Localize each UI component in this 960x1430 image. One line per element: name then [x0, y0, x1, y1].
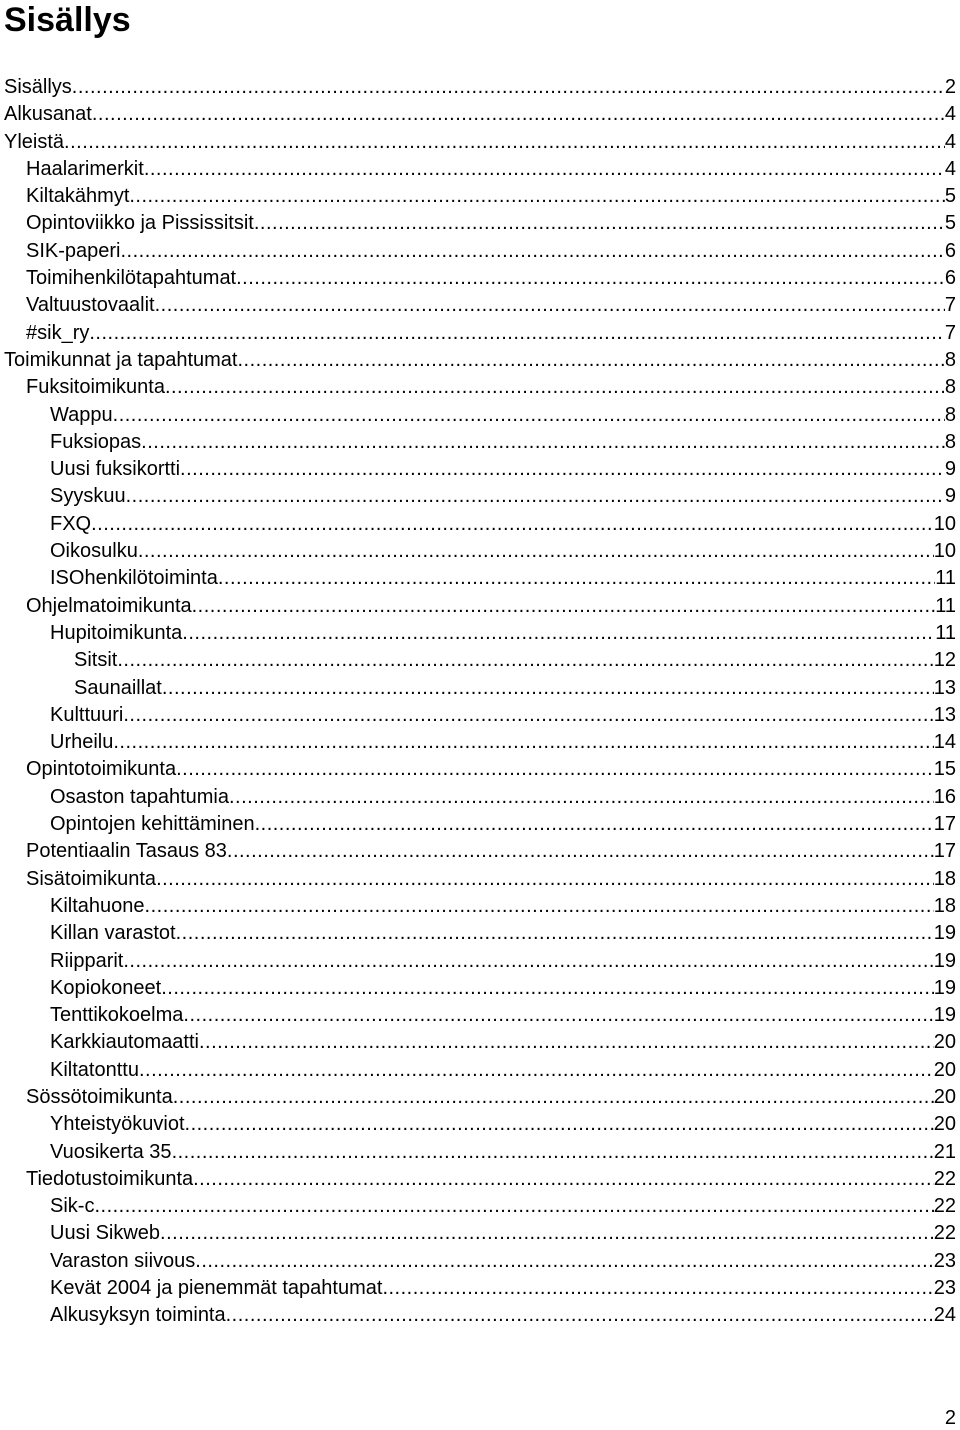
- toc-entry-line[interactable]: [50, 702, 956, 729]
- toc-dot-leader: [218, 565, 935, 592]
- toc-entry-page[interactable]: 21: [933, 1140, 956, 1163]
- toc-dot-leader: [192, 593, 936, 620]
- toc-entry-line[interactable]: [50, 1029, 956, 1056]
- toc-dot-leader: [139, 1057, 934, 1084]
- toc-entry-title[interactable]: Fuksiopas: [50, 430, 142, 453]
- toc-entry[interactable]: [0, 320, 960, 347]
- toc-dot-leader: [161, 975, 934, 1002]
- toc-dot-leader: [165, 374, 945, 401]
- toc-entry[interactable]: [0, 1084, 960, 1111]
- toc-entry[interactable]: [0, 374, 960, 401]
- toc-dot-leader: [89, 320, 945, 347]
- toc-entry-page[interactable]: 23: [933, 1277, 956, 1300]
- table-of-contents: [0, 74, 960, 1330]
- toc-entry-page[interactable]: 13: [933, 703, 956, 726]
- toc-entry-page[interactable]: 4: [944, 103, 956, 126]
- toc-entry[interactable]: [0, 101, 960, 128]
- toc-dot-leader: [126, 483, 945, 510]
- toc-entry-line[interactable]: [26, 374, 956, 401]
- toc-entry[interactable]: [0, 675, 960, 702]
- toc-entry-line[interactable]: [50, 1193, 956, 1220]
- toc-entry-title[interactable]: Haalarimerkit: [26, 157, 144, 180]
- toc-entry[interactable]: [0, 265, 960, 292]
- toc-entry-page[interactable]: 5: [944, 212, 956, 235]
- page-number: 2: [944, 1407, 956, 1429]
- toc-entry-title[interactable]: Opintojen kehittäminen: [50, 813, 255, 836]
- toc-dot-leader: [72, 74, 945, 101]
- toc-entry-page[interactable]: 20: [933, 1058, 956, 1081]
- toc-entry[interactable]: [0, 456, 960, 483]
- toc-entry[interactable]: [0, 948, 960, 975]
- toc-entry-page[interactable]: 9: [944, 485, 956, 508]
- toc-entry[interactable]: [0, 483, 960, 510]
- toc-entry-line[interactable]: [50, 483, 956, 510]
- toc-entry-title[interactable]: Kevät 2004 ja pienemmät tapahtumat: [50, 1277, 383, 1300]
- toc-entry-title[interactable]: Syyskuu: [50, 485, 126, 508]
- toc-dot-leader: [176, 756, 934, 783]
- toc-dot-leader: [113, 402, 945, 429]
- toc-entry-title[interactable]: Kiltahuone: [50, 894, 145, 917]
- toc-entry-page[interactable]: 8: [944, 403, 956, 426]
- toc-entry-page[interactable]: 19: [933, 976, 956, 999]
- toc-entry[interactable]: [0, 702, 960, 729]
- toc-entry-page[interactable]: 6: [944, 267, 956, 290]
- toc-entry-title[interactable]: Alkusanat: [4, 103, 92, 126]
- toc-dot-leader: [121, 238, 945, 265]
- toc-dot-leader: [144, 156, 945, 183]
- toc-entry-title[interactable]: Urheilu: [50, 731, 114, 754]
- toc-entry-title[interactable]: Osaston tapahtumia: [50, 785, 229, 808]
- toc-entry-title[interactable]: Yleistä: [4, 130, 65, 153]
- toc-entry-line[interactable]: [4, 101, 956, 128]
- toc-entry-page[interactable]: 4: [944, 157, 956, 180]
- toc-entry[interactable]: [0, 74, 960, 101]
- toc-entry[interactable]: [0, 1139, 960, 1166]
- toc-entry-line[interactable]: [50, 1302, 956, 1329]
- toc-entry-line[interactable]: [26, 210, 956, 237]
- toc-entry-page[interactable]: 8: [944, 376, 956, 399]
- toc-entry-page[interactable]: 20: [933, 1113, 956, 1136]
- toc-entry-page[interactable]: 6: [944, 239, 956, 262]
- toc-dot-leader: [156, 866, 934, 893]
- toc-dot-leader: [182, 620, 935, 647]
- toc-entry-title[interactable]: Ohjelmatoimikunta: [26, 594, 192, 617]
- toc-dot-leader: [255, 811, 934, 838]
- toc-entry[interactable]: [0, 238, 960, 265]
- toc-entry[interactable]: [0, 565, 960, 592]
- toc-entry-title[interactable]: ISOhenkilötoiminta: [50, 567, 218, 590]
- toc-entry-title[interactable]: Kulttuuri: [50, 703, 124, 726]
- toc-entry-page[interactable]: 18: [933, 867, 956, 890]
- toc-dot-leader: [138, 538, 934, 565]
- toc-entry-line[interactable]: [50, 893, 956, 920]
- toc-entry-line[interactable]: [26, 238, 956, 265]
- toc-entry[interactable]: [0, 402, 960, 429]
- toc-entry-line[interactable]: [74, 647, 956, 674]
- toc-entry-page[interactable]: 18: [933, 894, 956, 917]
- toc-entry[interactable]: [0, 129, 960, 156]
- toc-entry-title[interactable]: FXQ: [50, 512, 92, 535]
- toc-entry[interactable]: [0, 593, 960, 620]
- toc-dot-leader: [185, 1111, 934, 1138]
- toc-entry[interactable]: [0, 838, 960, 865]
- toc-entry-title[interactable]: Opintotoimikunta: [26, 758, 177, 781]
- toc-entry-page[interactable]: 22: [933, 1167, 956, 1190]
- toc-entry-line[interactable]: [4, 74, 956, 101]
- toc-entry-page[interactable]: 5: [944, 185, 956, 208]
- toc-entry-title[interactable]: Oikosulku: [50, 540, 138, 563]
- toc-entry-line[interactable]: [4, 347, 956, 374]
- toc-entry[interactable]: [0, 893, 960, 920]
- toc-entry-line[interactable]: [26, 1084, 956, 1111]
- toc-entry-title[interactable]: Sisällys: [4, 76, 72, 98]
- toc-entry-line[interactable]: [50, 620, 956, 647]
- toc-entry[interactable]: [0, 538, 960, 565]
- toc-entry-title[interactable]: #sik_ry: [26, 321, 90, 344]
- toc-dot-leader: [173, 1084, 934, 1111]
- toc-entry-title[interactable]: Tenttikokoelma: [50, 1004, 184, 1027]
- toc-dot-leader: [180, 456, 945, 483]
- toc-entry-page[interactable]: 9: [944, 458, 956, 481]
- toc-entry-page[interactable]: 4: [944, 130, 956, 153]
- toc-entry[interactable]: [0, 647, 960, 674]
- toc-entry-line[interactable]: [50, 1139, 956, 1166]
- toc-entry[interactable]: [0, 1275, 960, 1302]
- toc-entry-line[interactable]: [50, 1111, 956, 1138]
- toc-entry-title[interactable]: Toimikunnat ja tapahtumat: [4, 348, 238, 371]
- toc-dot-leader: [123, 702, 933, 729]
- toc-dot-leader: [254, 210, 945, 237]
- toc-entry-title[interactable]: Kiltakähmyt: [26, 185, 130, 208]
- toc-entry-line[interactable]: [26, 183, 956, 210]
- toc-entry-title[interactable]: Uusi fuksikortti: [50, 458, 181, 481]
- toc-entry-title[interactable]: Kiltatonttu: [50, 1058, 139, 1081]
- toc-entry[interactable]: [0, 866, 960, 893]
- toc-entry-page[interactable]: 20: [933, 1031, 956, 1054]
- toc-entry-line[interactable]: [26, 292, 956, 319]
- toc-entry[interactable]: [0, 620, 960, 647]
- toc-entry[interactable]: [0, 183, 960, 210]
- toc-entry-page[interactable]: 19: [933, 1004, 956, 1027]
- toc-entry-line[interactable]: [50, 920, 956, 947]
- toc-entry[interactable]: [0, 156, 960, 183]
- toc-entry-title[interactable]: Riipparit: [50, 949, 124, 972]
- toc-entry-page[interactable]: 8: [944, 348, 956, 371]
- toc-entry[interactable]: [0, 1111, 960, 1138]
- toc-dot-leader: [123, 948, 933, 975]
- toc-entry[interactable]: [0, 1002, 960, 1029]
- toc-entry-page[interactable]: 11: [935, 621, 956, 644]
- toc-entry-title[interactable]: Varaston siivous: [50, 1249, 196, 1272]
- toc-entry-line[interactable]: [50, 1002, 956, 1029]
- toc-entry-page[interactable]: 19: [933, 922, 956, 945]
- toc-dot-leader: [227, 838, 934, 865]
- toc-entry-line[interactable]: [50, 1220, 956, 1247]
- toc-entry-title[interactable]: Sitsit: [74, 649, 118, 672]
- toc-entry[interactable]: [0, 210, 960, 237]
- toc-entry-page[interactable]: 11: [935, 594, 956, 617]
- toc-entry-title[interactable]: Killan varastot: [50, 922, 176, 945]
- toc-entry-page[interactable]: 22: [933, 1195, 956, 1218]
- toc-dot-leader: [172, 1139, 934, 1166]
- toc-entry-page[interactable]: 13: [933, 676, 956, 699]
- toc-entry-line[interactable]: [50, 975, 956, 1002]
- toc-entry-line[interactable]: [50, 456, 956, 483]
- toc-dot-leader: [226, 1302, 934, 1329]
- toc-entry-title[interactable]: Sik-c: [50, 1195, 95, 1218]
- toc-entry-title[interactable]: Alkusyksyn toiminta: [50, 1304, 226, 1327]
- toc-entry-title[interactable]: Vuosikerta 35: [50, 1140, 172, 1163]
- toc-entry-page[interactable]: 10: [933, 540, 956, 563]
- toc-dot-leader: [91, 511, 934, 538]
- toc-entry-page[interactable]: 10: [933, 512, 956, 535]
- toc-dot-leader: [129, 183, 945, 210]
- toc-entry-line[interactable]: [74, 675, 956, 702]
- toc-dot-leader: [236, 265, 945, 292]
- toc-dot-leader: [193, 1166, 934, 1193]
- toc-entry-page[interactable]: 2: [944, 76, 956, 98]
- toc-entry-title[interactable]: Sisätoimikunta: [26, 867, 157, 890]
- toc-entry-title[interactable]: Kopiokoneet: [50, 976, 162, 999]
- toc-entry-title[interactable]: Potentiaalin Tasaus 83: [26, 840, 227, 863]
- toc-entry-line[interactable]: [50, 1057, 956, 1084]
- toc-entry-page[interactable]: 7: [944, 321, 956, 344]
- page-heading: Sisällys: [4, 1, 131, 39]
- toc-dot-leader: [64, 129, 945, 156]
- toc-entry[interactable]: [0, 729, 960, 756]
- toc-entry-title[interactable]: Sössötoimikunta: [26, 1085, 173, 1108]
- toc-dot-leader: [195, 1248, 933, 1275]
- toc-dot-leader: [92, 101, 945, 128]
- toc-entry[interactable]: [0, 347, 960, 374]
- toc-entry-line[interactable]: [26, 866, 956, 893]
- toc-entry[interactable]: [0, 756, 960, 783]
- toc-entry-page[interactable]: 17: [933, 840, 956, 863]
- toc-dot-leader: [229, 784, 934, 811]
- toc-entry-page[interactable]: 23: [933, 1249, 956, 1272]
- toc-entry-page[interactable]: 22: [933, 1222, 956, 1245]
- toc-entry-page[interactable]: 14: [933, 731, 956, 754]
- toc-entry-page[interactable]: 7: [944, 294, 956, 317]
- toc-entry-title[interactable]: Opintoviikko ja Pississitsit: [26, 212, 254, 235]
- toc-dot-leader: [155, 292, 945, 319]
- toc-dot-leader: [141, 429, 945, 456]
- toc-entry-page[interactable]: 20: [933, 1085, 956, 1108]
- toc-entry-line[interactable]: [4, 129, 956, 156]
- toc-entry-title[interactable]: Valtuustovaalit: [26, 294, 155, 317]
- toc-entry-title[interactable]: Toimihenkilötapahtumat: [26, 267, 237, 290]
- toc-entry-line[interactable]: [50, 511, 956, 538]
- toc-entry-page[interactable]: 24: [933, 1304, 956, 1327]
- toc-entry[interactable]: [0, 1057, 960, 1084]
- toc-entry[interactable]: [0, 1029, 960, 1056]
- toc-entry-line[interactable]: [50, 1248, 956, 1275]
- toc-entry-title[interactable]: Saunaillat: [74, 676, 162, 699]
- toc-dot-leader: [237, 347, 944, 374]
- toc-entry[interactable]: [0, 920, 960, 947]
- toc-entry[interactable]: [0, 1248, 960, 1275]
- toc-entry-line[interactable]: [26, 593, 956, 620]
- toc-entry-line[interactable]: [50, 538, 956, 565]
- toc-entry[interactable]: [0, 1220, 960, 1247]
- toc-dot-leader: [183, 1002, 933, 1029]
- toc-entry-title[interactable]: Wappu: [50, 403, 113, 426]
- toc-dot-leader: [113, 729, 933, 756]
- toc-entry-title[interactable]: SIK-paperi: [26, 239, 121, 262]
- toc-entry-line[interactable]: [50, 811, 956, 838]
- toc-entry-title[interactable]: Hupitoimikunta: [50, 621, 183, 644]
- toc-dot-leader: [160, 1220, 934, 1247]
- toc-entry-page[interactable]: 11: [935, 567, 956, 590]
- toc-entry[interactable]: [0, 784, 960, 811]
- toc-entry[interactable]: [0, 1166, 960, 1193]
- toc-entry-line[interactable]: [50, 429, 956, 456]
- toc-entry-line[interactable]: [26, 838, 956, 865]
- toc-entry-page[interactable]: 8: [944, 430, 956, 453]
- toc-dot-leader: [162, 675, 934, 702]
- toc-entry-page[interactable]: 19: [933, 949, 956, 972]
- toc-entry-page[interactable]: 15: [933, 758, 956, 781]
- toc-entry-line[interactable]: [26, 320, 956, 347]
- toc-entry[interactable]: [0, 429, 960, 456]
- toc-entry[interactable]: [0, 511, 960, 538]
- toc-entry[interactable]: [0, 1193, 960, 1220]
- toc-entry[interactable]: [0, 811, 960, 838]
- toc-entry-title[interactable]: Karkkiautomaatti: [50, 1031, 199, 1054]
- toc-entry-page[interactable]: 17: [933, 813, 956, 836]
- toc-entry-line[interactable]: [26, 756, 956, 783]
- toc-dot-leader: [94, 1193, 933, 1220]
- toc-dot-leader: [117, 647, 933, 674]
- toc-entry-title[interactable]: Yhteistyökuviot: [50, 1113, 185, 1136]
- toc-entry-page[interactable]: 12: [933, 649, 956, 672]
- toc-entry-line[interactable]: [26, 265, 956, 292]
- toc-entry-line[interactable]: [50, 784, 956, 811]
- toc-dot-leader: [199, 1029, 934, 1056]
- toc-entry[interactable]: [0, 1302, 960, 1329]
- toc-dot-leader: [382, 1275, 933, 1302]
- toc-entry-line[interactable]: [50, 565, 956, 592]
- toc-entry[interactable]: [0, 975, 960, 1002]
- toc-entry-line[interactable]: [50, 1275, 956, 1302]
- toc-dot-leader: [176, 920, 934, 947]
- toc-entry-title[interactable]: Tiedotustoimikunta: [26, 1167, 194, 1190]
- toc-entry-line[interactable]: [50, 729, 956, 756]
- toc-entry-line[interactable]: [50, 948, 956, 975]
- toc-entry-line[interactable]: [26, 1166, 956, 1193]
- toc-entry-title[interactable]: Uusi Sikweb: [50, 1222, 161, 1245]
- toc-entry-page[interactable]: 16: [933, 785, 956, 808]
- toc-entry-line[interactable]: [26, 156, 956, 183]
- toc-dot-leader: [145, 893, 934, 920]
- toc-entry-line[interactable]: [50, 402, 956, 429]
- toc-entry-title[interactable]: Fuksitoimikunta: [26, 376, 165, 399]
- toc-entry[interactable]: [0, 292, 960, 319]
